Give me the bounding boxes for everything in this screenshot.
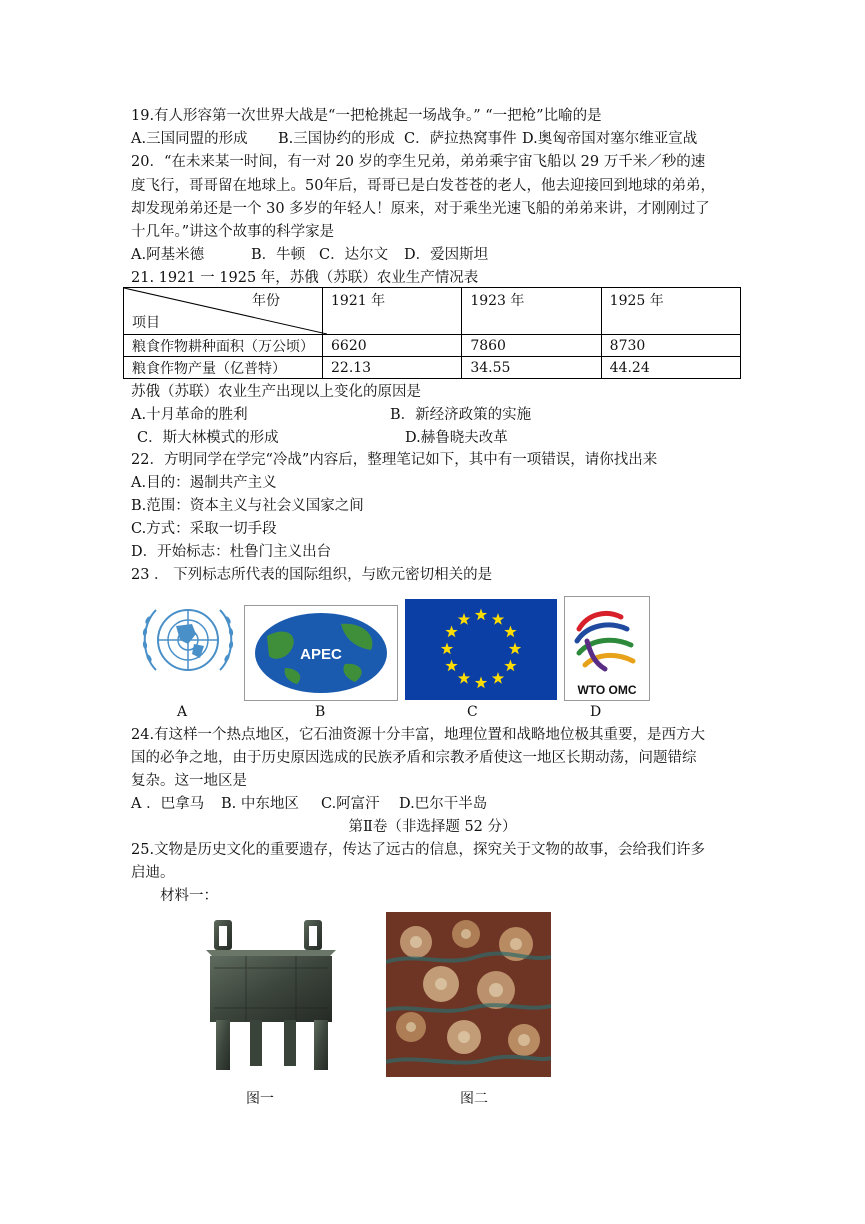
eu-star [492,672,504,684]
wto-logo [564,596,650,701]
q20-option-a: A.阿基米德 [131,247,205,263]
logo-label-b: B [315,704,326,720]
eu-star [504,660,516,672]
logo-label-c: C [467,704,478,720]
row-label: 粮食作物耕种面积（万公顷） [124,335,323,357]
q24-line-3: 复杂。这一地区是 [131,773,247,789]
eu-star [475,677,487,689]
q21-table [123,287,741,379]
q22-option-a: A.目的：遏制共产主义 [131,475,277,491]
corner-year-label: 年份 [252,293,280,309]
q22-option-d: D．开始标志：杜鲁门主义出台 [131,544,332,560]
apec-logo [244,605,398,701]
eu-star [445,626,457,638]
corner-item-label: 项目 [132,315,160,331]
q21-option-a: A.十月革命的胜利 [131,407,248,423]
eu-flag-logo [405,599,557,700]
q20-option-c: C．达尔文 [319,247,389,263]
q21-option-d: D.赫鲁晓夫改革 [405,430,508,446]
q21-after: 苏俄（苏联）农业生产出现以上变化的原因是 [131,384,421,400]
figure-1-caption: 图一 [246,1091,274,1107]
table-header-row [124,288,741,335]
q24-option-c: C.阿富汗 [321,796,380,812]
q19-option-c: C．萨拉热窝事件 [404,131,517,147]
logo-label-d: D [590,704,602,720]
table-cell: 44.24 [601,357,740,379]
q25-line-2: 启迪。 [131,865,175,881]
q24-option-a: A ．巴拿马 [131,796,205,812]
logo-label-a: A [177,704,188,720]
table-corner-cell [124,288,323,335]
q19-stem: 19.有人形容第一次世界大战是“一把枪挑起一场战争。” “一把枪”比喻的是 [131,108,602,124]
eu-star [475,609,487,621]
eu-star [458,672,470,684]
q20-options [131,245,488,265]
q22-option-b: B.范围：资本主义与社会义国家之间 [131,498,364,514]
q25-material-label: 材料一： [160,888,218,904]
q19-option-d: D.奥匈帝国对塞尔维亚宣战 [522,131,698,147]
eu-star [509,643,521,655]
eu-star [458,613,470,625]
table-cell: 8730 [601,335,740,357]
table-row [124,335,741,357]
eu-star [504,626,516,638]
q19-options [131,129,697,149]
q21-options-row1 [131,405,531,425]
eu-star [492,613,504,625]
wto-text: WTO OMC [577,683,637,697]
un-logo [136,600,240,680]
q24-option-b: B. 中东地区 [221,796,299,812]
q20-option-b: B．牛顿 [251,247,306,263]
table-cell: 7860 [462,335,601,357]
q20-option-d: D．爱因斯坦 [404,247,489,263]
q24-option-d: D.巴尔干半岛 [399,796,488,812]
table-row [124,357,741,379]
q20-line-1: 20．“在未来某一时间，有一对 20 岁的孪生兄弟，弟弟乘宇宙飞船以 29 万千米／秒的速 [131,154,706,170]
eu-star [441,643,453,655]
table-cell: 22.13 [323,357,462,379]
q24-line-2: 国的必争之地，由于历史原因选成的民族矛盾和宗教矛盾使这一地区长期动荡，问题错综 [131,750,697,766]
q23-stem: 23 ． 下列标志所代表的国际组织，与欧元密切相关的是 [131,567,493,583]
q21-option-b: B．新经济政策的实施 [390,407,532,423]
mural-image [386,912,551,1077]
q24-line-1: 24.有这样一个热点地区，它石油资源十分丰富，地理位置和战略地位极其重要，是西方大 [131,727,706,743]
eu-star [445,660,457,672]
apec-text: APEC [300,646,342,663]
q24-options [131,794,487,814]
table-cell: 34.55 [462,357,601,379]
year-header: 1923 年 [462,288,601,335]
q21-options-row2 [137,428,508,448]
q22-stem: 22．方明同学在学完“冷战”内容后，整理笔记如下，其中有一项错误，请你找出来 [131,452,658,468]
q20-line-3: 却发现弟弟还是一个 30 多岁的年轻人！原来，对于乘坐光速飞船的弟弟来讲，才刚刚过了 [131,201,710,217]
q19-option-a: A.三国同盟的形成 [131,131,248,147]
section-2-title: 第Ⅱ卷（非选择题 52 分） [348,819,517,835]
year-header: 1921 年 [323,288,462,335]
q20-line-4: 十几年。”讲这个故事的科学家是 [131,224,335,240]
q25-line-1: 25.文物是历史文化的重要遗存，传达了远古的信息，探究关于文物的故事，会给我们许多 [131,842,706,858]
q21-stem: 21. 1921 一 1925 年，苏俄（苏联）农业生产情况表 [131,270,479,286]
table-cell: 6620 [323,335,462,357]
figure-2-caption: 图二 [460,1091,488,1107]
q22-option-c: C.方式：采取一切手段 [131,521,277,537]
row-label: 粮食作物产量（亿普特） [124,357,323,379]
q19-option-b: B.三国协约的形成 [278,131,395,147]
eu-stars [405,599,557,700]
q20-line-2: 度飞行，哥哥留在地球上。50年后，哥哥已是白发苍苍的老人，他去迎接回到地球的弟弟， [131,178,715,194]
year-header: 1925 年 [601,288,740,335]
q21-option-c: C．斯大林模式的形成 [137,430,279,446]
bronze-ding-image [200,916,342,1077]
